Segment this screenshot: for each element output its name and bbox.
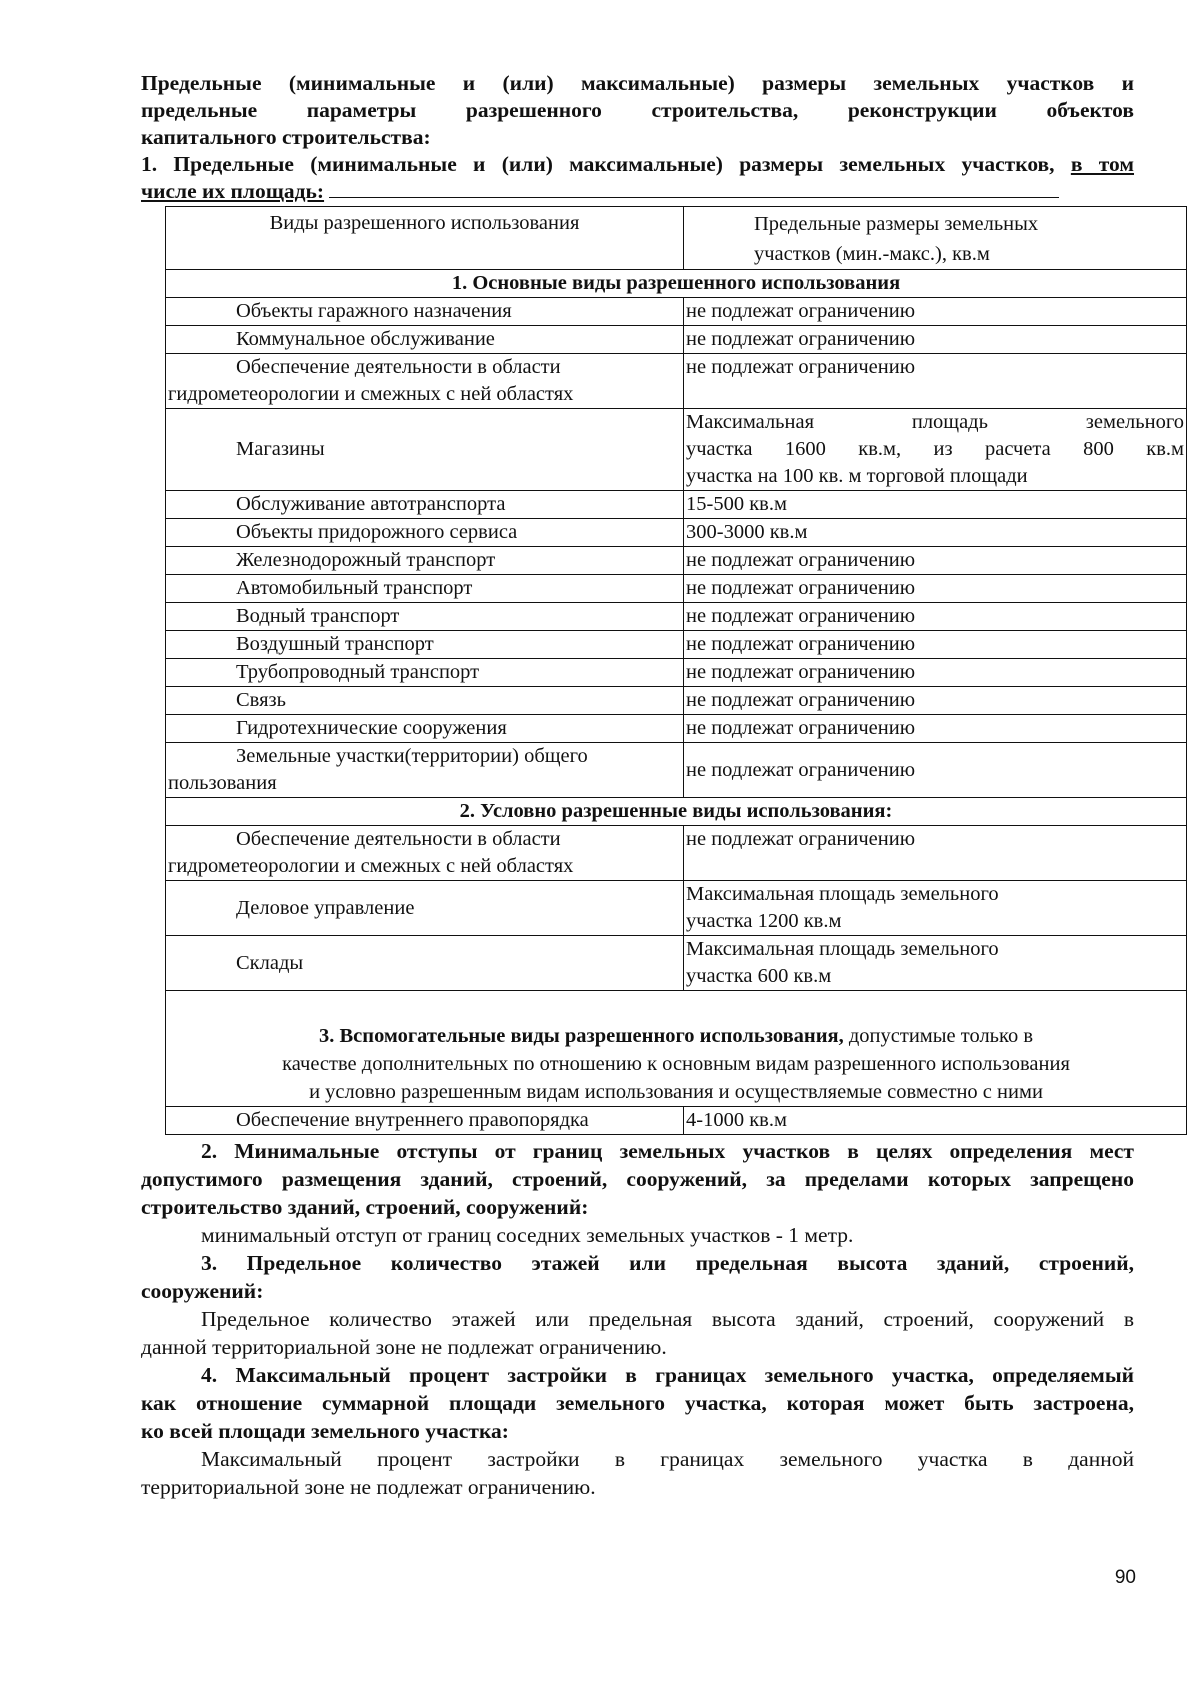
row-name: Объекты придорожного сервиса [166, 519, 684, 547]
row-value-line1: Максимальная площадь земельного [686, 411, 1184, 433]
point2-heading-line1: 2. Минимальные отступы от границ земельных участков в целях определения мест [201, 1139, 1134, 1163]
row-value-line3: участка на 100 кв. м торговой площади [686, 465, 1028, 487]
row-name: Коммунальное обслуживание [166, 326, 684, 354]
document-page [141, 70, 1184, 1501]
section3-line3: и условно разрешенным видам использования и осуществляемые совместно с ними [309, 1081, 1043, 1103]
point1-underlined-a: в том [1070, 152, 1135, 176]
table-row [166, 575, 1187, 603]
table-row [166, 826, 1187, 881]
table-row [166, 743, 1187, 798]
table-row [166, 354, 1187, 409]
section2-title: 2. Условно разрешенные виды использования: [166, 798, 1187, 826]
row-name: Деловое управление [166, 881, 684, 936]
table-row [166, 1107, 1187, 1135]
row-value: не подлежат ограничению [684, 826, 1187, 881]
blank-fill-line [329, 183, 1059, 198]
table-row [166, 715, 1187, 743]
row-name-line1: Обеспечение деятельности в области [236, 356, 561, 378]
point2-section [141, 1137, 1134, 1249]
row-value: не подлежат ограничению [684, 547, 1187, 575]
page-number: 90 [1114, 1567, 1136, 1588]
land-use-table [165, 206, 1187, 1135]
point4-body-line1: Максимальный процент застройки в границах земельного участка в данной [201, 1447, 1134, 1471]
table-row [166, 491, 1187, 519]
table-row [166, 547, 1187, 575]
row-value: не подлежат ограничению [684, 715, 1187, 743]
intro-line-3: капитального строительства: [141, 125, 431, 149]
row-value: не подлежат ограничению [684, 354, 1187, 409]
row-value [684, 409, 1187, 491]
row-value [684, 936, 1187, 991]
row-name [166, 354, 684, 409]
header-col2-line2: участков (мин.-макс.), кв.м [754, 243, 990, 265]
row-name: Обслуживание автотранспорта [166, 491, 684, 519]
intro-line-2: предельные параметры разрешенного строительства, реконструкции объектов [141, 98, 1134, 122]
row-value: не подлежат ограничению [684, 326, 1187, 354]
row-value: не подлежат ограничению [684, 575, 1187, 603]
row-name [166, 826, 684, 881]
table-header-row [166, 207, 1187, 270]
point4-heading-line3: ко всей площади земельного участка: [141, 1419, 509, 1443]
row-name-line1: Земельные участки(территории) общего [236, 745, 588, 767]
row-name: Связь [166, 687, 684, 715]
row-name: Железнодорожный транспорт [166, 547, 684, 575]
row-value: не подлежат ограничению [684, 687, 1187, 715]
row-value: не подлежат ограничению [684, 743, 1187, 798]
header-col1: Виды разрешенного использования [166, 207, 684, 270]
row-name-line1: Обеспечение деятельности в области [236, 828, 561, 850]
table-row [166, 687, 1187, 715]
section3-title-rest: допустимые только в [843, 1025, 1033, 1047]
row-value-line1: Максимальная площадь земельного [686, 938, 999, 960]
row-name: Трубопроводный транспорт [166, 659, 684, 687]
point3-body-line1: Предельное количество этажей или предельная высота зданий, строений, сооружений в [201, 1307, 1134, 1331]
row-name: Объекты гаражного назначения [166, 298, 684, 326]
table-row [166, 881, 1187, 936]
row-name [166, 743, 684, 798]
table-row [166, 298, 1187, 326]
point4-heading-line1: 4. Максимальный процент застройки в границах земельного участка, определяемый [201, 1363, 1134, 1387]
table-row [166, 409, 1187, 491]
point3-body-line2: данной территориальной зоне не подлежат ограничению. [141, 1335, 667, 1359]
table-row [166, 519, 1187, 547]
table-row [166, 603, 1187, 631]
table-row [166, 936, 1187, 991]
section3-title-row [166, 991, 1187, 1107]
row-name: Склады [166, 936, 684, 991]
row-name-line2: гидрометеорологии и смежных с ней областях [168, 855, 574, 877]
section2-title-row [166, 798, 1187, 826]
section3-title-bold: 3. Вспомогательные виды разрешенного использования, [318, 1025, 844, 1047]
header-col2-line1: Предельные размеры земельных [754, 213, 1039, 235]
row-value: 300-3000 кв.м [684, 519, 1187, 547]
table-row [166, 326, 1187, 354]
section1-title-row [166, 270, 1187, 298]
row-value [684, 881, 1187, 936]
row-value-line1: Максимальная площадь земельного [686, 883, 999, 905]
point3-heading-line1: 3. Предельное количество этажей или предельная высота зданий, строений, [201, 1251, 1134, 1275]
section1-title: 1. Основные виды разрешенного использования [166, 270, 1187, 298]
point2-heading-line3: строительство зданий, строений, сооружений: [141, 1195, 589, 1219]
row-value-line2: участка 1600 кв.м, из расчета 800 кв.м [686, 438, 1184, 460]
point3-heading-line2: сооружений: [141, 1279, 264, 1303]
row-name: Воздушный транспорт [166, 631, 684, 659]
row-value: 15-500 кв.м [684, 491, 1187, 519]
header-col2 [684, 207, 1187, 270]
row-value-line2: участка 1200 кв.м [686, 910, 842, 932]
row-name: Магазины [166, 409, 684, 491]
row-name: Водный транспорт [166, 603, 684, 631]
point1-heading [141, 151, 1134, 178]
row-name-line2: пользования [168, 772, 277, 794]
row-value: не подлежат ограничению [684, 298, 1187, 326]
point1-text: 1. Предельные (минимальные и (или) максимальные) размеры земельных участков, [141, 152, 1055, 176]
point2-body: минимальный отступ от границ соседних земельных участков - 1 метр. [201, 1223, 854, 1247]
row-value: 4-1000 кв.м [684, 1107, 1187, 1135]
point3-section [141, 1249, 1134, 1361]
point4-heading-line2: как отношение суммарной площади земельного участка, которая может быть застроена, [141, 1391, 1134, 1415]
table-row [166, 659, 1187, 687]
row-value-line2: участка 600 кв.м [686, 965, 832, 987]
section3-line2: качестве дополнительных по отношению к основным видам разрешенного использования [282, 1053, 1070, 1075]
section3-line1 [168, 1022, 1184, 1050]
row-name: Гидротехнические сооружения [166, 715, 684, 743]
row-name-line2: гидрометеорологии и смежных с ней областях [168, 383, 574, 405]
point1-heading-line2 [141, 178, 1134, 205]
point2-heading-line2: допустимого размещения зданий, строений, сооружений, за пределами которых запрещено [141, 1167, 1134, 1191]
point4-body-line2: территориальной зоне не подлежат ограничению. [141, 1475, 596, 1499]
table-row [166, 631, 1187, 659]
point4-section [141, 1361, 1134, 1501]
intro-line-1: Предельные (минимальные и (или) максимальные) размеры земельных участков и [141, 71, 1134, 95]
row-name: Обеспечение внутреннего правопорядка [166, 1107, 684, 1135]
row-value: не подлежат ограничению [684, 631, 1187, 659]
row-value: не подлежат ограничению [684, 603, 1187, 631]
row-name: Автомобильный транспорт [166, 575, 684, 603]
point1-underlined-b: числе их площадь: [141, 179, 325, 203]
row-value: не подлежат ограничению [684, 659, 1187, 687]
section3-title [166, 991, 1187, 1107]
